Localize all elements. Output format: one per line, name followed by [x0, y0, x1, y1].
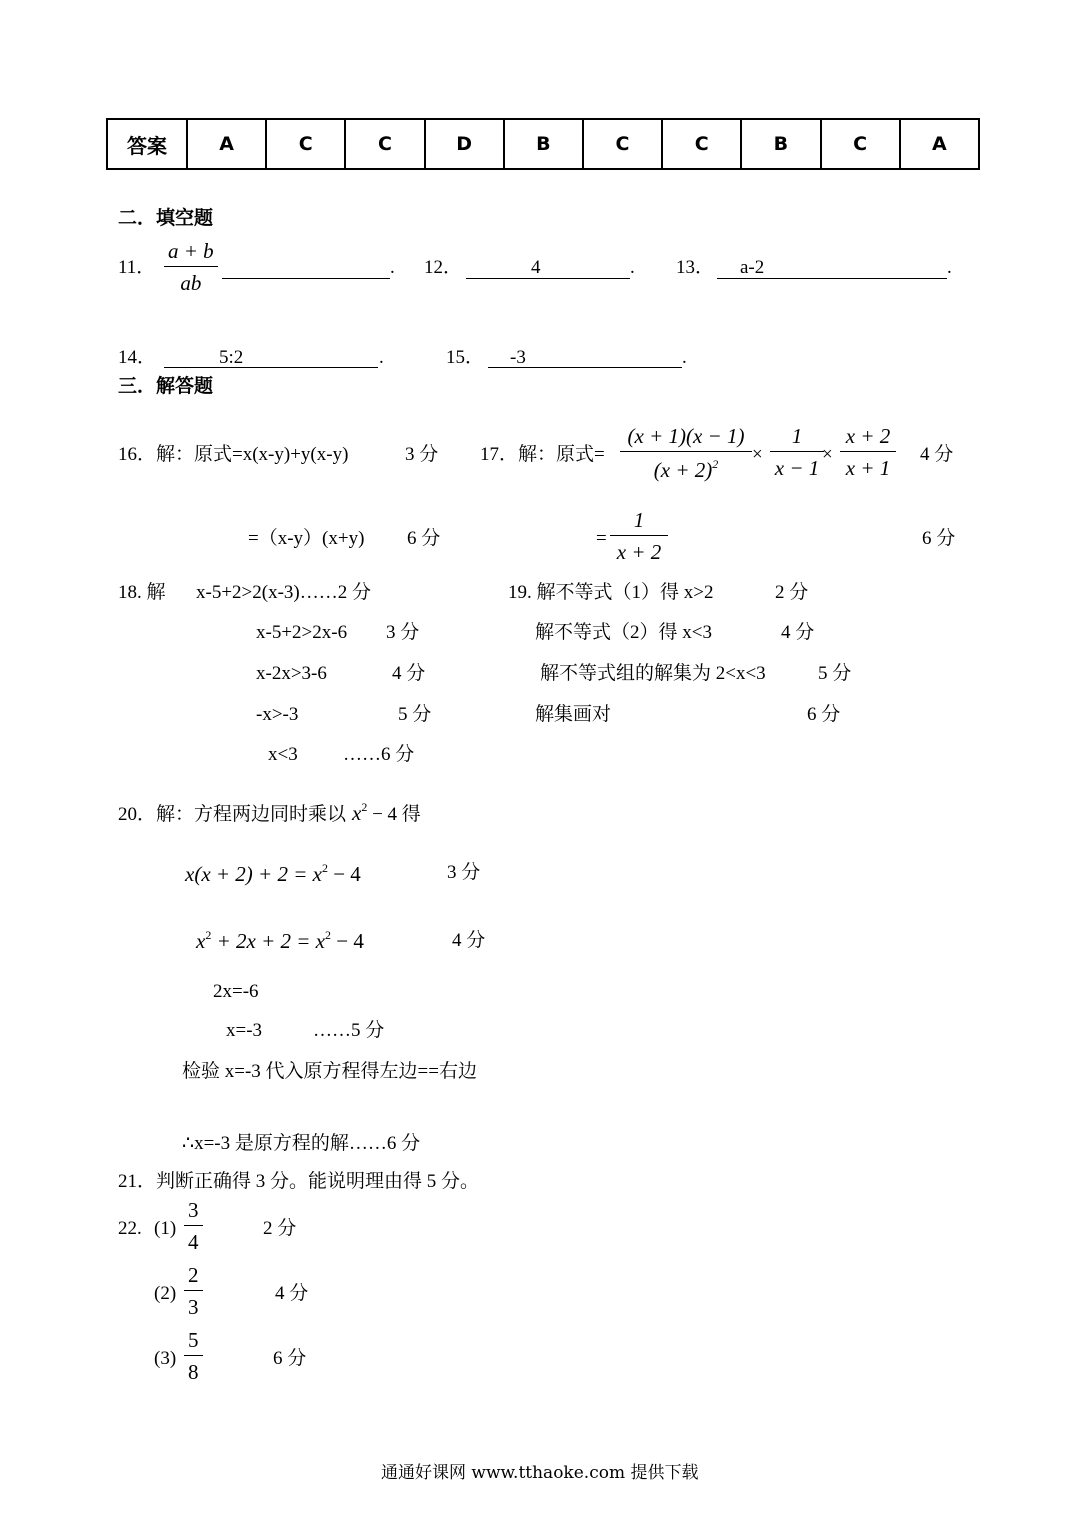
q15-number: 15． [446, 347, 485, 368]
q17-f3-num: x + 2 [845, 424, 891, 448]
q12-end: . [630, 257, 635, 278]
section2-title: 二．填空题 [118, 207, 214, 229]
q18-score-4: 5 分 [398, 704, 432, 725]
q15-answer: -3 [510, 347, 526, 368]
answer-cell-10: A [900, 119, 979, 169]
q12-answer: 4 [531, 257, 541, 278]
q13-answer: a-2 [740, 257, 765, 278]
q20-eq1 [185, 862, 361, 885]
q11-frac-num: a + b [168, 239, 214, 263]
q19-score-4: 6 分 [807, 704, 841, 725]
q17-f3-den: x + 1 [845, 456, 891, 480]
q20-conclusion: ∴x=-3 是原方程的解……6 分 [182, 1133, 421, 1154]
q22-part2-fraction [184, 1265, 203, 1318]
q20-score1: 3 分 [447, 862, 481, 883]
q22-part1-score: 2 分 [263, 1218, 297, 1239]
q16-line1: 16．解：原式=x(x-y)+y(x-y) [118, 444, 349, 465]
q17-f1-num: (x + 1)(x − 1) [627, 424, 745, 448]
q20-eq1-exp: 2 [321, 861, 328, 875]
q17-f1-den-base: (x + 2) [653, 458, 713, 482]
q20-intro-text: 20．解：方程两边同时乘以 [118, 804, 347, 825]
q11-fraction [164, 241, 218, 294]
q11-blank-line [222, 277, 390, 279]
answer-cell-1: A [187, 119, 266, 169]
q11-end: . [390, 257, 395, 278]
q17-f2-num: 1 [791, 424, 803, 448]
q17-eq: = [596, 528, 607, 549]
q11-frac-den: ab [180, 271, 202, 295]
q22-part2-score: 4 分 [275, 1283, 309, 1304]
q20-step4: x=-3 [226, 1020, 263, 1041]
q17-result-fraction [610, 510, 668, 563]
q17-f2-den: x − 1 [774, 456, 820, 480]
q19-score-1: 2 分 [775, 582, 809, 603]
q20-intro-exp: 2 [361, 800, 368, 814]
q17-score2: 6 分 [922, 528, 956, 549]
q18-score-3: 4 分 [392, 663, 426, 684]
q16-score1: 3 分 [405, 444, 439, 465]
q20-score2: 4 分 [452, 930, 486, 951]
q20-eq1-rest: − 4 [327, 862, 361, 886]
q14-end: . [379, 347, 384, 368]
q17-r-num: 1 [633, 508, 645, 532]
q17-prefix: 17．解：原式= [480, 444, 605, 465]
answer-cell-5: B [504, 119, 583, 169]
q18-score-5: ……6 分 [343, 744, 415, 765]
q19-score-3: 5 分 [818, 663, 852, 684]
q17-times-2: × [822, 444, 833, 465]
q22-part3-fraction [184, 1330, 203, 1383]
q22-part3-score: 6 分 [273, 1348, 307, 1369]
q22-part1-num: 3 [188, 1198, 199, 1222]
q20-eq1-main: x(x + 2) + 2 = x [185, 862, 322, 886]
q20-score4: ……5 分 [313, 1020, 385, 1041]
q18-label: 18. 解 [118, 582, 166, 603]
q20-intro-x: x [352, 801, 362, 825]
q22-part1-den: 4 [188, 1230, 199, 1254]
q20-step3: 2x=-6 [213, 981, 259, 1002]
q12-number: 12． [424, 257, 463, 278]
q22-part3-num: 5 [188, 1328, 199, 1352]
q17-fraction-2 [770, 426, 824, 479]
q17-score1: 4 分 [920, 444, 954, 465]
q19-score-2: 4 分 [781, 622, 815, 643]
q22-part2-num: 2 [188, 1263, 199, 1287]
q16-score2: 6 分 [407, 528, 441, 549]
q14-answer: 5:2 [219, 347, 244, 368]
q20-check: 检验 x=-3 代入原方程得左边==右边 [182, 1061, 477, 1082]
answer-table [106, 118, 980, 170]
q20-eq2-a-exp: 2 [205, 928, 212, 942]
q14-blank-line [164, 366, 378, 368]
q19-line-3: 解不等式组的解集为 2<x<3 [540, 663, 766, 684]
section3-title: 三．解答题 [118, 375, 214, 397]
q17-fraction-1 [620, 426, 752, 481]
q19-line-2: 解不等式（2）得 x<3 [535, 622, 712, 643]
q22-part2-den: 3 [188, 1295, 199, 1319]
q19-line-4: 解集画对 [535, 704, 612, 725]
q20-eq2 [196, 929, 364, 952]
q18-score-2: 3 分 [386, 622, 420, 643]
q11-number: 11． [118, 257, 156, 278]
footer-text: 通通好课网 www.tthaoke.com 提供下载 [381, 1463, 699, 1483]
q18-step-5: x<3 [268, 744, 298, 765]
answer-header: 答案 [107, 119, 187, 169]
q21-text: 21．判断正确得 3 分。能说明理由得 5 分。 [118, 1171, 480, 1192]
q13-end: . [947, 257, 952, 278]
q18-step-3: x-2x>3-6 [256, 663, 327, 684]
q22-part1-fraction [184, 1200, 203, 1253]
answer-row [107, 119, 979, 169]
q22-part3-den: 8 [188, 1360, 199, 1384]
q20-eq2-a: x [196, 929, 206, 953]
answer-cell-6: C [583, 119, 662, 169]
q18-step-2: x-5+2>2x-6 [256, 622, 348, 643]
q22-part2-tag: (2) [154, 1283, 177, 1304]
answer-cell-7: C [662, 119, 741, 169]
q20-eq2-b: + 2x + 2 = x [211, 929, 325, 953]
q13-number: 13． [676, 257, 715, 278]
answer-cell-9: C [821, 119, 900, 169]
q18-step-4: -x>-3 [256, 704, 299, 725]
q17-f1-den [650, 452, 722, 481]
q20-eq2-rest: − 4 [330, 929, 364, 953]
q22-part3-tag: (3) [154, 1348, 177, 1369]
q17-times-1: × [752, 444, 763, 465]
q19-line-1: 19. 解不等式（1）得 x>2 [508, 582, 714, 603]
q22-label: 22. [118, 1218, 142, 1239]
q17-r-den: x + 2 [616, 540, 662, 564]
answer-cell-8: B [741, 119, 820, 169]
answer-cell-3: C [345, 119, 424, 169]
q14-number: 14． [118, 347, 157, 368]
answer-cell-4: D [425, 119, 504, 169]
q20-intro [118, 801, 421, 824]
q12-blank-line [466, 277, 630, 279]
q20-eq2-b-exp: 2 [324, 928, 331, 942]
q17-fraction-3 [840, 426, 896, 479]
q16-line2: =（x-y）(x+y) [248, 528, 365, 549]
q22-part1-tag: (1) [154, 1218, 177, 1239]
answer-cell-2: C [266, 119, 345, 169]
q15-end: . [682, 347, 687, 368]
q18-step-1: x-5+2>2(x-3)……2 分 [196, 582, 371, 603]
q17-f1-den-exp: 2 [712, 457, 719, 471]
q20-intro-rest: − 4 得 [367, 804, 421, 825]
